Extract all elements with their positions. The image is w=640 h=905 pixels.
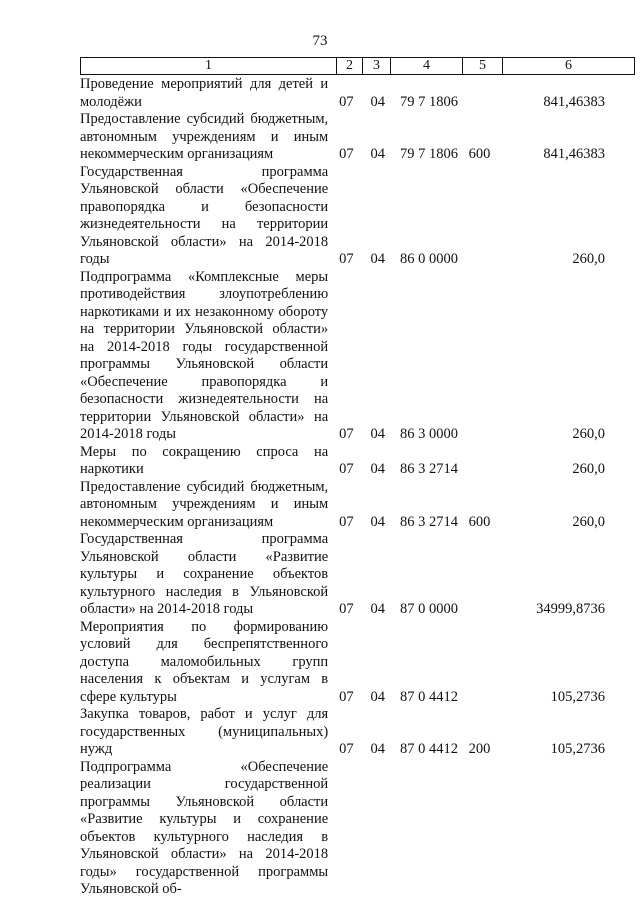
row-description: Меры по сокращению спроса на наркотики	[80, 443, 329, 477]
row-description: Государственная программа Ульяновской области «Обеспечение правопорядка и безопасности жизнедеятельности на территории Ульяновской области» на 2014-2018 годы	[80, 163, 329, 267]
row-description: Подпрограмма «Комплексные меры противодействия злоупотреблению наркотиками и их незаконному обороту на территории Ульяновской области» на 2014-2018 годы государственной программы Ульяновской области «Обеспечение правопорядка и безопасности жизнедеятельности на территории Ульяновской области» на 2014-2018 годы	[80, 268, 329, 442]
table-row	[0, 269, 640, 444]
table-header	[80, 57, 635, 75]
row-subsection: 04	[370, 461, 386, 477]
row-target-article: 79 7 1806	[400, 93, 459, 110]
table-row	[0, 76, 640, 111]
row-description: Государственная программа Ульяновской области «Развитие культуры и сохранение объектов культурного наследия в Ульяновской области» на 2014-2018 годы	[80, 531, 329, 617]
row-target-article: 86 0 0000	[400, 251, 459, 267]
row-amount: 105,2736	[550, 741, 606, 757]
row-amount: 260,0	[572, 461, 606, 477]
row-target-article: 86 3 0000	[400, 426, 459, 442]
table-row	[0, 479, 640, 532]
table-row	[0, 759, 640, 899]
table-row	[0, 531, 640, 619]
row-section: 07	[339, 93, 354, 110]
row-section: 07	[339, 461, 354, 477]
row-section: 07	[339, 601, 354, 617]
row-section: 07	[339, 146, 354, 162]
row-target-article: 87 0 4412	[400, 741, 459, 757]
row-amount: 105,2736	[550, 688, 606, 705]
row-amount: 841,46383	[543, 93, 606, 110]
row-amount: 841,46383	[543, 146, 606, 162]
row-description: Предоставление субсидий бюджетным, автономным учреждениям и иным некоммерческим организациям	[80, 111, 329, 162]
row-amount: 260,0	[572, 426, 606, 442]
row-subsection: 04	[370, 93, 386, 110]
page-number: 73	[312, 33, 328, 49]
header-col-2: 2	[337, 58, 363, 74]
row-target-article: 87 0 4412	[400, 688, 459, 705]
row-description: Мероприятия по формированию условий для беспрепятственного доступа маломобильных групп населения к объектам и услугам в сфере культуры	[80, 618, 329, 705]
row-description: Закупка товаров, работ и услуг для государственных (муниципальных) нужд	[80, 706, 329, 757]
row-amount: 260,0	[572, 513, 606, 530]
table-row	[0, 619, 640, 707]
row-expense-type: 200	[468, 741, 491, 757]
header-col-4: 4	[391, 58, 463, 74]
header-col-1: 1	[81, 58, 337, 74]
table-row	[0, 164, 640, 269]
row-section: 07	[339, 251, 354, 267]
row-description: Предоставление субсидий бюджетным, автономным учреждениям и иным некоммерческим организациям	[80, 478, 329, 530]
header-col-6: 6	[565, 58, 572, 73]
row-expense-type: 600	[468, 513, 491, 530]
row-target-article: 86 3 2714	[400, 461, 459, 477]
row-subsection: 04	[370, 688, 386, 705]
table-body	[0, 76, 640, 899]
row-target-article: 87 0 0000	[400, 601, 459, 617]
row-description: Подпрограмма «Обеспечение реализации государственной программы Ульяновской области «Развитие культуры и сохранение объектов культурного наследия в Ульяновской области» на 2014-2018 годы» государственной программы Ульяновской об-	[80, 758, 329, 897]
header-col-5: 5	[463, 58, 503, 74]
row-subsection: 04	[370, 426, 386, 442]
table-row	[0, 706, 640, 759]
row-subsection: 04	[370, 601, 386, 617]
row-section: 07	[339, 741, 354, 757]
row-subsection: 04	[370, 251, 386, 267]
row-section: 07	[339, 688, 354, 705]
row-section: 07	[339, 426, 354, 442]
header-col-3: 3	[363, 58, 391, 74]
row-amount: 260,0	[572, 251, 606, 267]
row-subsection: 04	[370, 741, 386, 757]
row-expense-type: 600	[468, 146, 491, 162]
row-amount: 34999,8736	[536, 601, 606, 617]
row-subsection: 04	[370, 513, 386, 530]
row-target-article: 86 3 2714	[400, 513, 459, 530]
table-row	[0, 111, 640, 164]
row-description: Проведение мероприятий для детей и молодёжи	[80, 76, 329, 110]
row-section: 07	[339, 513, 354, 530]
row-subsection: 04	[370, 146, 386, 162]
table-row	[0, 444, 640, 479]
row-target-article: 79 7 1806	[400, 146, 459, 162]
